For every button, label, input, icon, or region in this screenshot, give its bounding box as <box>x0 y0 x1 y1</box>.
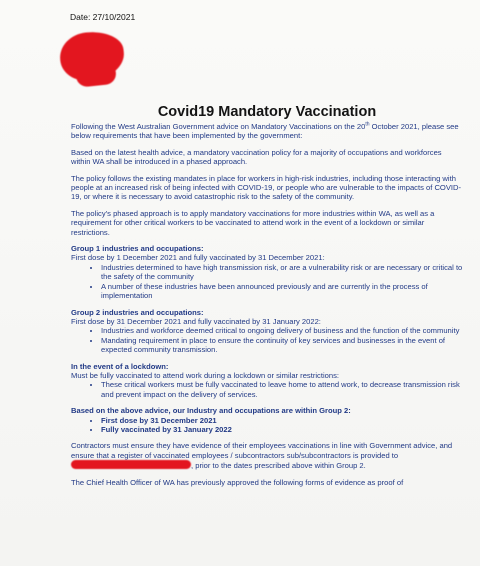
intro-superscript: th <box>365 121 370 128</box>
policy-paragraph: The policy follows the existing mandates in place for workers in high-risk industries, including those interacting with people at an increased risk of being infected with COVID-19, or people who are vulnerable to the impacts of COVID-19, or where it is necessary to avoid catastrophic risk to the safety of the community. <box>71 173 462 202</box>
intro-paragraph <box>71 122 463 141</box>
redacted-company-name <box>71 460 191 469</box>
intro-text-end: October 2021, please see below requirements that have been implemented by the government: <box>71 122 459 141</box>
document-body <box>71 104 463 494</box>
list-item: • These critical workers must be fully vaccinated to leave home to attend work, to decrease transmission risk and prevent impact on the delivery of services. <box>101 380 463 399</box>
chief-officer-paragraph: The Chief Health Officer of WA has previously approved the following forms of evidence as proof of <box>71 477 404 487</box>
contractors-text-end: , prior to the dates prescribed above within Group 2. <box>191 461 366 471</box>
phased-approach-paragraph: The policy’s phased approach is to apply mandatory vaccinations for more industries within WA, as well as a requirement for other critical workers to be vaccinated to attend work in the event of a lockdown or similar restrictions. <box>71 208 435 237</box>
lockdown-heading: In the event of a lockdown: <box>71 361 169 371</box>
list-item: • Fully vaccinated by 31 January 2022 <box>101 425 463 434</box>
group2-subtitle: First dose by 31 December 2021 and fully vaccinated by 31 January 2022: <box>71 316 321 326</box>
list-item: • Industries and workforce deemed critical to ongoing delivery of business and the function of the community <box>101 326 463 335</box>
contractors-paragraph <box>71 441 463 470</box>
document-date: Date: 27/10/2021 <box>70 12 136 22</box>
advice-heading: Based on the above advice, our Industry and occupations are within Group 2: <box>71 406 351 416</box>
group1-list <box>71 263 463 301</box>
group1-subtitle: First dose by 1 December 2021 and fully vaccinated by 31 December 2021: <box>71 253 325 263</box>
intro-text-start: Following the West Australian Government advice on Mandatory Vaccinations on the 20 <box>71 122 366 131</box>
list-item: • First dose by 31 December 2021 <box>101 416 463 425</box>
document-title: Covid19 Mandatory Vaccination <box>157 104 377 120</box>
list-item: • A number of these industries have been announced previously and are currently in the process of implementation <box>101 282 463 301</box>
lockdown-list <box>71 380 463 399</box>
group1-heading: Group 1 industries and occupations: <box>71 244 204 254</box>
list-item: • Mandating requirement in place to ensure the continuity of key services and businesses in the event of expected community transmission. <box>101 336 463 355</box>
redacted-logo-mark <box>58 29 127 83</box>
group2-heading: Group 2 industries and occupations: <box>71 307 204 317</box>
advice-list <box>71 416 463 435</box>
group2-list <box>71 326 463 354</box>
contractors-text-start: Contractors must ensure they have evidence of their employees vaccinations in line with Government advice, and ensure that a register of vaccinated employees / subcontractors sub/subcontractors is provided to <box>71 441 453 460</box>
lockdown-subtitle: Must be fully vaccinated to attend work during a lockdown or similar restrictions: <box>71 370 340 380</box>
list-item: • Industries determined to have high transmission risk, or are a vulnerability risk or are necessary or critical to the safety of the community <box>101 263 463 282</box>
health-advice-paragraph: Based on the latest health advice, a mandatory vaccination policy for a majority of occupations and workforces within WA shall be introduced in a phased approach. <box>71 147 442 167</box>
